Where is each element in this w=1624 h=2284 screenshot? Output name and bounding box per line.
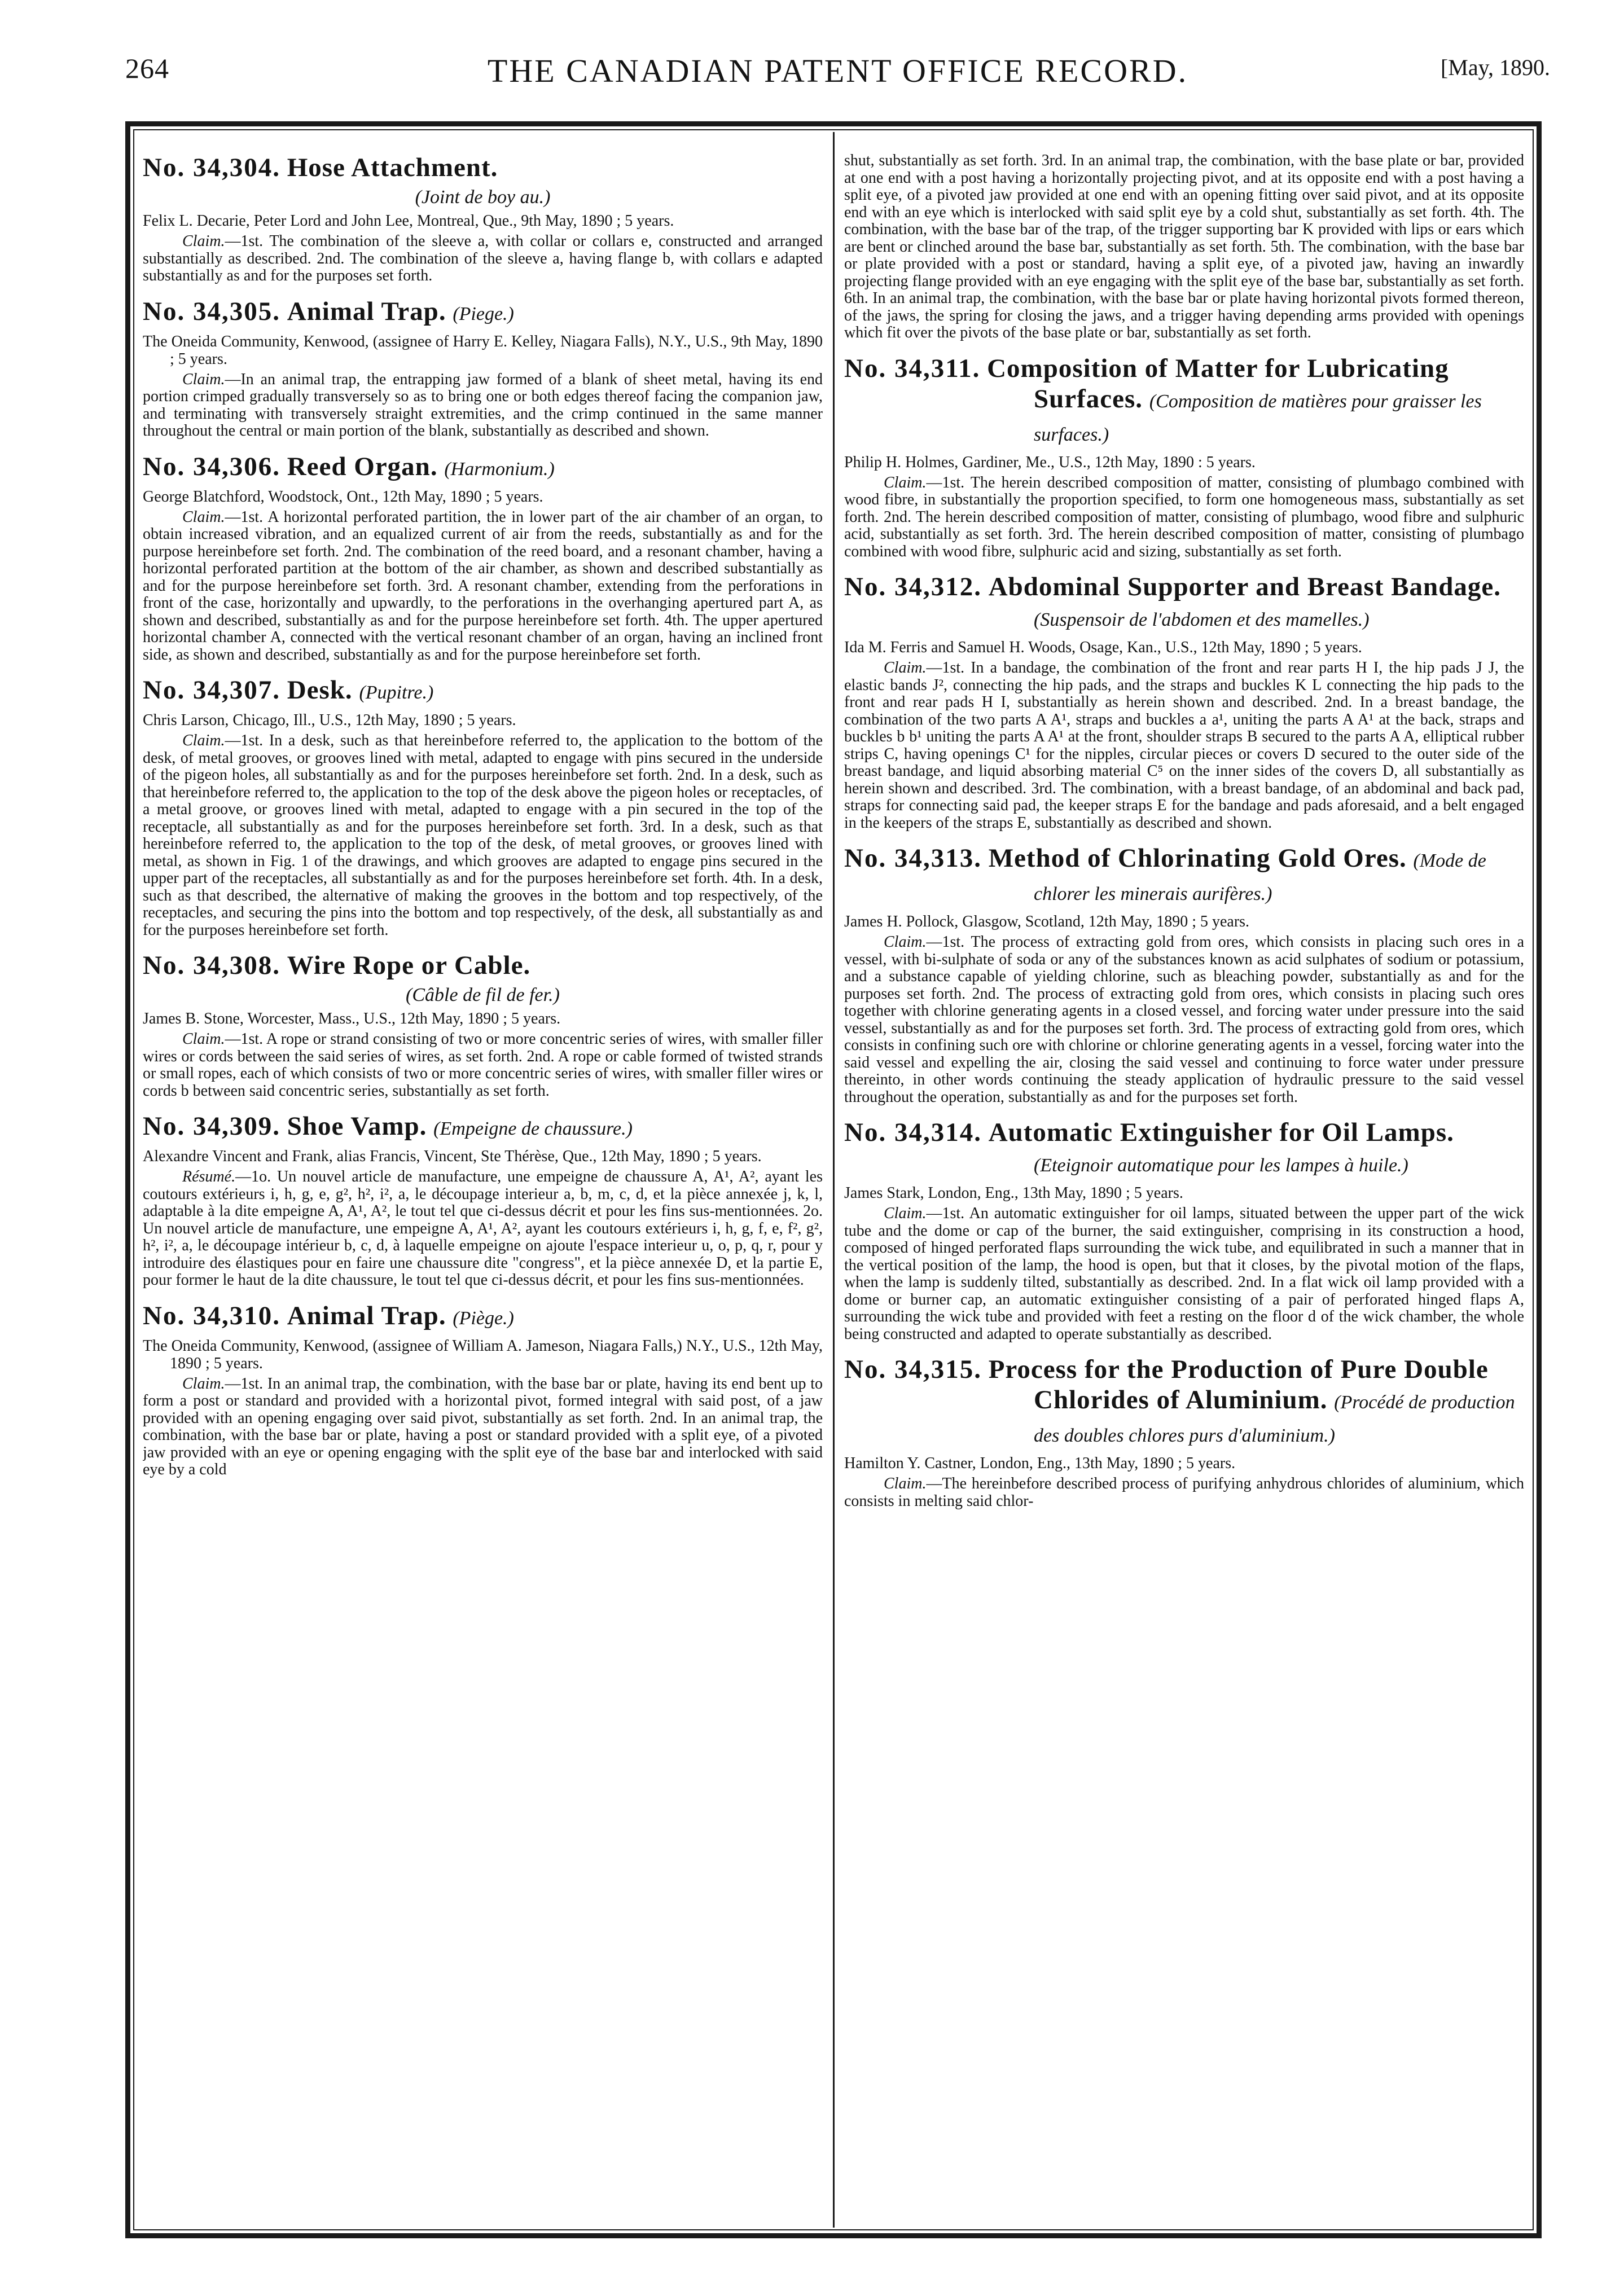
patent-entry-34310 [143, 1301, 823, 1479]
patent-claim [143, 509, 823, 664]
patent-heading [844, 1117, 1524, 1181]
claim-text: —The hereinbefore described process of purifying anhydrous chlorides of aluminium, which consists in melting said chlor- [844, 1475, 1524, 1510]
patent-entry-34307 [143, 675, 823, 939]
claim-text: —1st. The combination of the sleeve a, with collar or collars e, constructed and arranged substantially as described. 2nd. The combination of the sleeve a, having flange b, with collars e adapted substantially as and for the purposes set forth. [143, 232, 823, 284]
patent-claim [143, 1169, 823, 1289]
claim-text: —1st. The herein described composition of matter, consisting of plumbago combined with wood fibre, in substantially the proportion specified, to form one homogeneous mass, substantially as set forth. 2nd. The herein described composition of matter, consisting of plumbago, wood fibre and sulphuric acid, substantially as set forth. 3rd. The herein described composition of matter, consisting of plumbago combined with wood fibre, sulphuric acid and sizing, substantially as set forth. [844, 473, 1524, 560]
page-header [125, 52, 1550, 97]
patent-number: No. 34,312. [844, 572, 982, 601]
patentee-line: Chris Larson, Chicago, Ill., U.S., 12th May, 1890 ; 5 years. [143, 711, 516, 729]
claim-label: Claim. [884, 473, 927, 491]
patent-heading [143, 1301, 823, 1334]
patent-french-title: (Eteignoir automatique pour les lampes à huile.) [1034, 1155, 1408, 1176]
claim-text: —1st. In an animal trap, the combination, with the base bar or plate, having its end bent up to form a post or standard and provided with a horizontal pivot, formed integral with said post, of a jaw provided with an opening engaging over said pivot, substantially as set forth. 2nd. In an animal trap, the combination, with the base bar or plate, having a post or standard provided with a split eye, of a pivoted jaw provided with an eye or opening engaging with the split eye of the base bar and interlocked with said eye by a cold [143, 1374, 823, 1478]
claim-text: —1st. A horizontal perforated partition, the in lower part of the air chamber of an organ, to obtain increased vibration, and an equalized current of air from the reeds, substantially as and for the purpose hereinbefore set forth. 2nd. The combination of the reed board, and a resonant chamber, having a horizontal perforated partition at the bottom of the air chamber, as shown and described substantially as and for the purpose hereinbefore set forth. 3rd. A resonant chamber, extending from the perforations in front of the case, horizontally and upwardly, to the perforations in the overhanging apertured part A, as shown and described, substantially as and for the purpose hereinbefore set forth. 4th. The upper apertured horizontal chamber A, connected with the vertical resonant chamber of an organ, having an inclined front side, as shown and described, substantially as and for the purpose hereinbefore set forth. [143, 508, 823, 664]
patent-heading [143, 675, 823, 708]
claim-label: Claim. [884, 933, 927, 951]
patent-heading [143, 296, 823, 330]
claim-continuation [844, 152, 1524, 342]
patent-french-title: (Empeigne de chaussure.) [433, 1118, 633, 1139]
patent-claim [143, 371, 823, 440]
claim-label: Claim. [884, 1475, 927, 1492]
patent-number: No. 34,313. [844, 844, 982, 873]
patent-number: No. 34,314. [844, 1118, 982, 1147]
patent-number: No. 34,308. [143, 951, 280, 980]
patent-number: No. 34,311. [844, 353, 981, 383]
claim-text: —In an animal trap, the entrapping jaw formed of a blank of sheet metal, having its end portion crimped gradually transversely so as to bring one or both edges thereof facing the companion jaw, and terminating with transversely straight extremities, and the crimp continued in the same manner throughout the central or main portion of the blank, substantially as described and shown. [143, 370, 823, 440]
patent-title: Composition of Matter for Lubricating Surfaces. [987, 353, 1449, 414]
patent-claim [844, 475, 1524, 561]
patentee-line: Alexandre Vincent and Frank, alias Francis, Vincent, Ste Thérèse, Que., 12th May, 1890 ; 5 years. [143, 1148, 762, 1165]
patent-number: No. 34,305. [143, 296, 280, 326]
patentee-line: Felix L. Decarie, Peter Lord and John Lee, Montreal, Que., 9th May, 1890 ; 5 years. [143, 212, 674, 230]
patent-french-title: (Câble de fil de fer.) [406, 985, 560, 1005]
patent-title: Abdominal Supporter and Breast Bandage. [988, 572, 1501, 601]
patentee-line: Ida M. Ferris and Samuel H. Woods, Osage, Kan., U.S., 12th May, 1890 ; 5 years. [844, 639, 1362, 656]
claim-label: Claim. [182, 508, 225, 526]
patent-number: No. 34,310. [143, 1301, 280, 1330]
patent-title: Wire Rope or Cable. [287, 951, 531, 980]
column-divider [833, 132, 835, 2228]
patent-claim [143, 1031, 823, 1100]
patent-french-title: (Composition de matières pour graisser les surfaces.) [1034, 390, 1482, 445]
patent-number: No. 34,306. [143, 451, 280, 481]
claim-text: —1st. In a desk, such as that hereinbefore referred to, the application to the bottom of the desk, of metal grooves, or grooves lined with metal, adapted to engage with pins secured in the underside of the pigeon holes, all substantially as and for the purposes hereinbefore set forth. 2nd. In a desk, such as that hereinbefore referred to, the application to the top of the desk above the pigeon holes or receptacles, of a metal groove, or grooves lined with metal, adapted to engage with a pin secured in the top of the receptacle, all substantially as and for the purposes hereinbefore set forth. 3rd. In a desk, such as that hereinbefore referred to, the application to the top of the desk, of metal grooves, or grooves lined with metal, as shown in Fig. 1 of the drawings, and which grooves are adapted to engage pins secured in the upper part of the receptacles, all substantially as and for the purposes hereinbefore set forth. 4th. In a desk, such as that described, the alternative of making the grooves in the bottom and top respectively, of the receptacles, and securing the pins into the bottom and top respectively, of the desk, all substantially as and for the purposes hereinbefore set forth. [143, 732, 823, 939]
claim-text: —1st. In a bandage, the combination of the front and rear parts H I, the hip pads J J, the elastic bands J², connecting the hip pads, and the straps and buckles K L connecting the hip pads to the front and rear pads H I, substantially as herein shown and described. 2nd. In a breast bandage, the combination of the two parts A A¹, straps and buckles a a¹, uniting the parts A A¹ at the back, straps and buckles b b¹ uniting the parts A A¹ at the front, shoulder straps B secured to the parts A A, elliptical rubber strips C, having openings C¹ for the nipples, circular pieces or covers D secured to the outer side of the breast bandage, and liquid absorbing material C⁵ on the inner sides of the covers D, all substantially as herein shown and described. 3rd. The combination, with a breast bandage, of an abdominal and back pad, straps for connecting said pad, the keeper straps E for the bandage and pads aforesaid, and a belt engaged in the keepers of the straps E, substantially as described and shown. [844, 659, 1524, 832]
patentee-line: The Oneida Community, Kenwood, (assignee of William A. Jameson, Niagara Falls,) N.Y., U.S., 12th May, 1890 ; 5 years. [143, 1337, 823, 1372]
patent-heading [844, 1354, 1524, 1451]
patent-entry-34314 [844, 1117, 1524, 1343]
patent-french-title: (Harmonium.) [444, 458, 555, 480]
patent-entry-34311 [844, 353, 1524, 561]
patent-claim [844, 660, 1524, 832]
patent-title: Desk. [287, 675, 353, 705]
patent-heading [844, 572, 1524, 635]
patentee-line: The Oneida Community, Kenwood, (assignee of Harry E. Kelley, Niagara Falls), N.Y., U.S., 9th May, 1890 ; 5 years. [143, 332, 823, 368]
patent-claim [143, 732, 823, 939]
claim-label: Claim. [182, 1374, 225, 1393]
claim-text: —1o. Un nouvel article de manufacture, une empeigne de chaussure A, A¹, A², ayant les coutours extérieurs i, h, g, e, g², h², i², a, le découpage interieur a, b, m, c, d, et la pièce annexée j, k, l, adaptable à la dite empeigne A, A¹, A², le tout tel que ci-dessus décrit et pour les fins sus-mentionnées. 2o. Un nouvel article de manufacture, une empeigne A, A¹, A², ayant les coutours extérieurs i, h, g, f, e, f², g², h², i², a, le découpage intérieur b, c, d, à laquelle empeigne on ajoute l'espace interieur u, o, p, q, r, pour y introduire des élastiques pour en faire une chaussure dite "congress", et la pièce annexée D, et la partie E, pour former le haut de la dite chaussure, le tout tel que ci-dessus décrit, et pour les fins sus-mentionnées. [143, 1168, 823, 1289]
patent-french-title: (Joint de boy au.) [415, 187, 551, 208]
patent-french-title: (Suspensoir de l'abdomen et des mamelles.) [1034, 609, 1370, 630]
claim-text: —1st. An automatic extinguisher for oil lamps, situated between the upper part of the wick tube and the dome or cap of the burner, the said extinguisher, comprising in its construction a hood, composed of hinged perforated flaps surrounding the wick tube, and equilibrated in such a manner that in the vertical position of the lamp, the hood is open, but that it closes, by the pivotal motion of the flaps, when the lamp is suddenly tilted, substantially as described. 2nd. In a flat wick oil lamp provided with a dome or burner cap, an automatic extinguisher consisting of a pair of perforated hinged flaps A, surrounding the wick tube and provided with feet a resting on the floor d of the wick chamber, the whole being constructed and adapted to operate substantially as described. [844, 1205, 1524, 1343]
patent-number: No. 34,315. [844, 1355, 982, 1384]
claim-text: —1st. The process of extracting gold from ores, which consists in placing such ores in a vessel, with bi-sulphate of soda or any of the substances known as acid sulphates of sodium or potassium, and a substance capable of yielding chlorine, such as bleaching powder, substantially as and for the purposes set forth. 2nd. The process of extracting gold from ores, which consists in placing such ores together with chlorine generating agents in a closed vessel, and forcing water under pressure into the said vessel, substantially as and for the purposes set forth. 3rd. The process of extracting gold from ores, which consists in confining such ore with chlorine or chlorine generating agents in a vessel, forcing water into the said vessel and expelling the air, closing the said vessel and continuing to force water under pressure thereinto, in other words continuing the steady application of hydraulic pressure to the said vessel throughout the operation, substantially as and for the purposes set forth. [844, 933, 1524, 1106]
patent-title: Animal Trap. [287, 296, 446, 326]
patent-entry-34312 [844, 572, 1524, 832]
claim-label: Claim. [182, 732, 225, 749]
patent-french-title: (Piège.) [453, 1307, 514, 1329]
claim-text: —1st. A rope or strand consisting of two or more concentric series of wires, with smaller filler wires or cords between the said series of wires, as set forth. 2nd. A rope or cable formed of twisted strands or small ropes, each of which consists of two or more concentric series of wires, with smaller filler wires or cords b between said concentric series, substantially as set forth. [143, 1030, 823, 1100]
patentee-line: James B. Stone, Worcester, Mass., U.S., 12th May, 1890 ; 5 years. [143, 1010, 561, 1027]
patentee-line: James Stark, London, Eng., 13th May, 1890 ; 5 years. [844, 1184, 1183, 1202]
patent-entry-34304 [143, 152, 823, 285]
patent-entry-34305 [143, 296, 823, 440]
patent-heading [844, 353, 1524, 450]
patentee-line: George Blatchford, Woodstock, Ont., 12th May, 1890 ; 5 years. [143, 487, 543, 506]
patent-claim [844, 934, 1524, 1106]
patent-heading [143, 451, 823, 485]
patentee-line: Philip H. Holmes, Gardiner, Me., U.S., 12th May, 1890 : 5 years. [844, 453, 1256, 471]
patent-claim [844, 1205, 1524, 1343]
patent-title: Animal Trap. [287, 1301, 446, 1330]
patent-entry-34315 [844, 1354, 1524, 1510]
patent-entry-34309 [143, 1111, 823, 1289]
patent-number: No. 34,304. [143, 153, 280, 182]
patent-title: Hose Attachment. [287, 153, 498, 182]
patentee-line: James H. Pollock, Glasgow, Scotland, 12th May, 1890 ; 5 years. [844, 913, 1250, 930]
patent-entry-34308 [143, 950, 823, 1100]
left-column [143, 152, 823, 2215]
issue-date: [May, 1890. [1440, 55, 1550, 80]
patent-heading [143, 1111, 823, 1144]
patent-french-title: (Pupitre.) [359, 682, 434, 703]
patent-entry-34306 [143, 451, 823, 664]
claim-label: Claim. [884, 659, 927, 677]
continued-claim-text: shut, substantially as set forth. 3rd. In an animal trap, the combination, with the base plate or bar, provided at one end with a post having a horizontally projecting pivot, and at its opposite end with a post having a split eye, of a pivoted jaw provided at one end with an opening fitting over said pivot, and at its opposite end with an eye which is interlocked with said split eye by a cold shut, substantially as set forth. 4th. The combination, with the base bar of the trap, of the trigger supporting bar K provided with lips or ears which are bent or clinched around the base bar, substantially as set forth. 5th. The combination, with the base bar or plate provided with a post or standard, having a split eye, of a pivoted jaw, having an inwardly projecting flange provided with an eye engaging with the split eye of the base bar, substantially as set forth. 6th. In an animal trap, the combination, with the base bar or plate having horizontal pivots formed thereon, of the jaws, the spring for closing the jaws, and a trigger having depending arms provided with openings which fit over the pivots of the base plate or bar, substantially as set forth. [844, 152, 1524, 341]
patent-number: No. 34,309. [143, 1112, 280, 1141]
journal-title: THE CANADIAN PATENT OFFICE RECORD. [487, 52, 1188, 89]
patent-french-title: (Mode de chlorer les minerais aurifères.) [1034, 850, 1486, 904]
patent-claim [143, 233, 823, 285]
claim-label: Claim. [884, 1205, 927, 1222]
patent-title: Method of Chlorinating Gold Ores. [988, 844, 1407, 873]
patent-french-title: (Piege.) [453, 303, 514, 324]
right-column [844, 152, 1524, 2215]
page-frame [125, 121, 1542, 2238]
claim-label: Claim. [182, 1030, 225, 1048]
patent-heading [143, 152, 823, 183]
patent-heading [143, 950, 823, 981]
patent-title: Process for the Production of Pure Double Chlorides of Aluminium. [988, 1355, 1489, 1415]
patent-heading [844, 843, 1524, 910]
page-number: 264 [125, 52, 169, 84]
claim-label: Résumé. [182, 1168, 236, 1185]
patent-title: Automatic Extinguisher for Oil Lamps. [988, 1118, 1454, 1147]
claim-label: Claim. [182, 232, 225, 250]
patent-entry-34313 [844, 843, 1524, 1106]
patent-title: Shoe Vamp. [287, 1112, 427, 1141]
claim-label: Claim. [182, 370, 225, 388]
patentee-line: Hamilton Y. Castner, London, Eng., 13th May, 1890 ; 5 years. [844, 1455, 1236, 1472]
patent-french-title: (Procédé de production des doubles chlores purs d'aluminium.) [1034, 1392, 1515, 1446]
patent-title: Reed Organ. [287, 451, 438, 481]
patent-claim [844, 1475, 1524, 1510]
patent-claim [143, 1376, 823, 1479]
patent-number: No. 34,307. [143, 675, 280, 705]
